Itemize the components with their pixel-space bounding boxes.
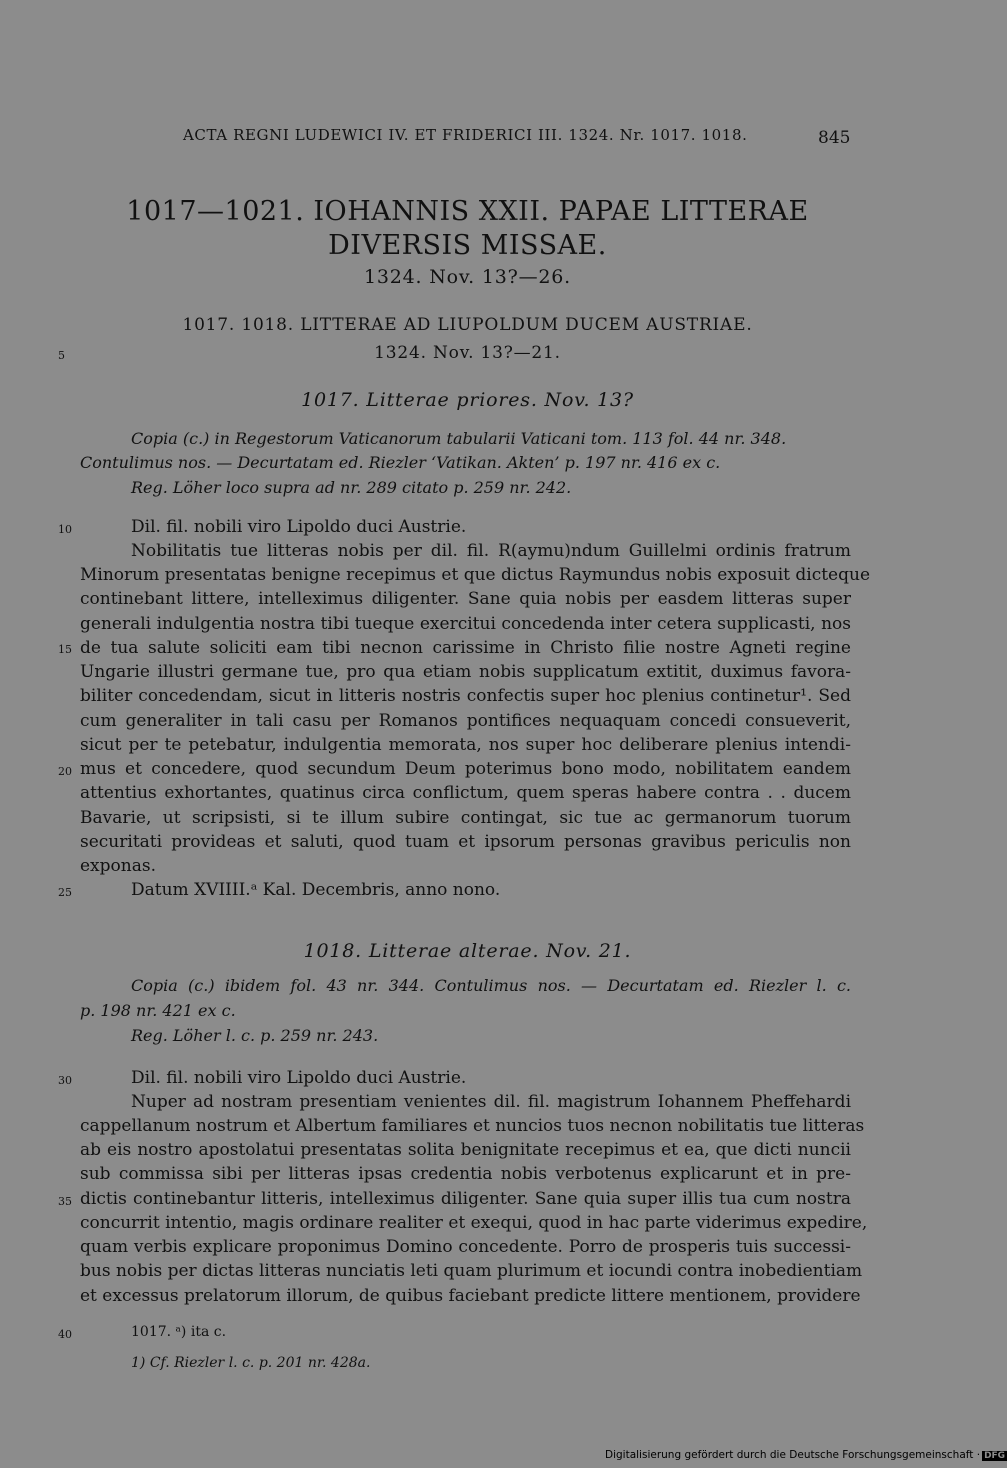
- text-line: Ungarie illustri germane tue, pro qua etiam nobis supplicatum extitit, duximus favora-: [80, 662, 851, 682]
- text-line: Nobilitatis tue litteras nobis per dil. fil. R(aymu)ndum Guillelmi ordinis fratrum: [131, 541, 851, 561]
- text-line: Nuper ad nostram presentiam venientes dil. fil. magistrum Iohannem Pheffehardi: [131, 1092, 851, 1112]
- line-number: 10: [58, 523, 72, 536]
- doc1018-source-1: Copia (c.) ibidem fol. 43 nr. 344. Contulimus nos. — Decurtatam ed. Riezler l. c.: [131, 976, 851, 995]
- running-head: ACTA REGNI LUDEWICI IV. ET FRIDERICI III. 1324. Nr. 1017. 1018.: [183, 126, 748, 144]
- doc1018-heading: 1018. Litterae alterae. Nov. 21.: [303, 940, 632, 962]
- text-line: de tua salute soliciti eam tibi necnon carissime in Christo filie nostre Agneti regine: [80, 638, 851, 658]
- text-line: Dil. fil. nobili viro Lipoldo duci Austrie.: [131, 517, 467, 537]
- text-line: Bavarie, ut scripsisti, si te illum subire contingat, sic tue ac germanorum tuorum: [80, 808, 851, 828]
- text-line: mus et concedere, quod secundum Deum poterimus bono modo, nobilitatem eandem: [80, 759, 851, 779]
- page-number: 845: [818, 128, 851, 148]
- line-number: 15: [58, 643, 72, 656]
- text-line: bus nobis per dictas litteras nunciatis leti quam plurimum et iocundi contra inobedientiam: [80, 1261, 863, 1281]
- text-line: dictis continebantur litteris, intelleximus diligenter. Sane quia super illis tua cum nostra: [80, 1189, 851, 1209]
- funding-footer: [605, 1449, 1007, 1461]
- text-line: exponas.: [80, 856, 156, 876]
- line-number: 40: [58, 1328, 72, 1341]
- dfg-logo-icon: DFG: [984, 1451, 1006, 1461]
- text-line: sicut per te petebatur, indulgentia memorata, nos super hoc deliberare plenius intendi-: [80, 735, 851, 755]
- text-line: ab eis nostro apostolatui presentatas solita benignitate recepimus et ea, que dicti nuncii: [80, 1140, 851, 1160]
- text-line: Minorum presentatas benigne recepimus et que dictus Raymundus nobis exposuit dicteque: [80, 565, 871, 585]
- doc1017-heading: 1017. Litterae priores. Nov. 13?: [301, 389, 634, 411]
- text-line: Dil. fil. nobili viro Lipoldo duci Austrie.: [131, 1068, 467, 1088]
- text-line: biliter concedendam, sicut in litteris nostris confectis super hoc plenius continetur¹. Sed: [80, 686, 851, 706]
- text-line: continebant littere, intelleximus diligenter. Sane quia nobis per easdem litteras super: [80, 589, 851, 609]
- text-line: securitati provideas et saluti, quod tuam et ipsorum personas gravibus periculis non: [80, 832, 851, 852]
- text-line: cappellanum nostrum et Albertum familiares et nuncios tuos necnon nobilitatis tue litteras: [80, 1116, 865, 1136]
- subtitle: 1017. 1018. LITTERAE AD LIUPOLDUM DUCEM AUSTRIAE.: [182, 315, 753, 335]
- line-number: 35: [58, 1195, 72, 1208]
- line-number: 25: [58, 886, 72, 899]
- doc1017-source-2: Contulimus nos. — Decurtatam ed. Riezler ‘Vatikan. Akten’ p. 197 nr. 416 ex c.: [80, 453, 721, 472]
- doc1018-source-3: Reg. Löher l. c. p. 259 nr. 243.: [131, 1026, 379, 1045]
- doc1018-source-2: p. 198 nr. 421 ex c.: [80, 1001, 236, 1020]
- datum-line: Datum XVIIII.ᵃ Kal. Decembris, anno nono.: [131, 880, 501, 900]
- text-line: sub commissa sibi per litteras ipsas credentia nobis verbotenus explicarunt et in pre-: [80, 1164, 851, 1184]
- footnote-a: 1017. ᵃ) ita c.: [131, 1324, 227, 1340]
- footnote-1: 1) Cf. Riezler l. c. p. 201 nr. 428a.: [131, 1355, 371, 1371]
- text-line: concurrit intentio, magis ordinare realiter et exequi, quod in hac parte viderimus expedire,: [80, 1213, 868, 1233]
- line-number: 5: [58, 349, 65, 362]
- doc1017-source-3: Reg. Löher loco supra ad nr. 289 citato p. 259 nr. 242.: [131, 478, 572, 497]
- main-title-line2: DIVERSIS MISSAE.: [328, 230, 607, 261]
- text-line: et excessus prelatorum illorum, de quibus faciebant predicte littere mentionem, providere: [80, 1286, 861, 1306]
- line-number: 20: [58, 765, 72, 778]
- text-line: cum generaliter in tali casu per Romanos pontifices nequaquam concedi consueverit,: [80, 711, 851, 731]
- doc1017-source-1: Copia (c.) in Regestorum Vaticanorum tabularii Vaticani tom. 113 fol. 44 nr. 348.: [131, 429, 787, 448]
- main-title-line1: 1017—1021. IOHANNIS XXII. PAPAE LITTERAE: [126, 196, 809, 227]
- funding-text: Digitalisierung gefördert durch die Deutsche Forschungsgemeinschaft ·: [605, 1449, 981, 1461]
- main-title-date: 1324. Nov. 13?—26.: [363, 266, 572, 288]
- text-line: quam verbis explicare proponimus Domino concedente. Porro de prosperis tuis successi-: [80, 1237, 851, 1257]
- line-number: 30: [58, 1074, 72, 1087]
- text-line: attentius exhortantes, quatinus circa conflictum, quem speras habere contra . . ducem: [80, 783, 851, 803]
- subtitle-date: 1324. Nov. 13?—21.: [374, 343, 561, 363]
- text-line: generali indulgentia nostra tibi tueque exercitui concedenda inter cetera supplicasti, nos: [80, 614, 851, 634]
